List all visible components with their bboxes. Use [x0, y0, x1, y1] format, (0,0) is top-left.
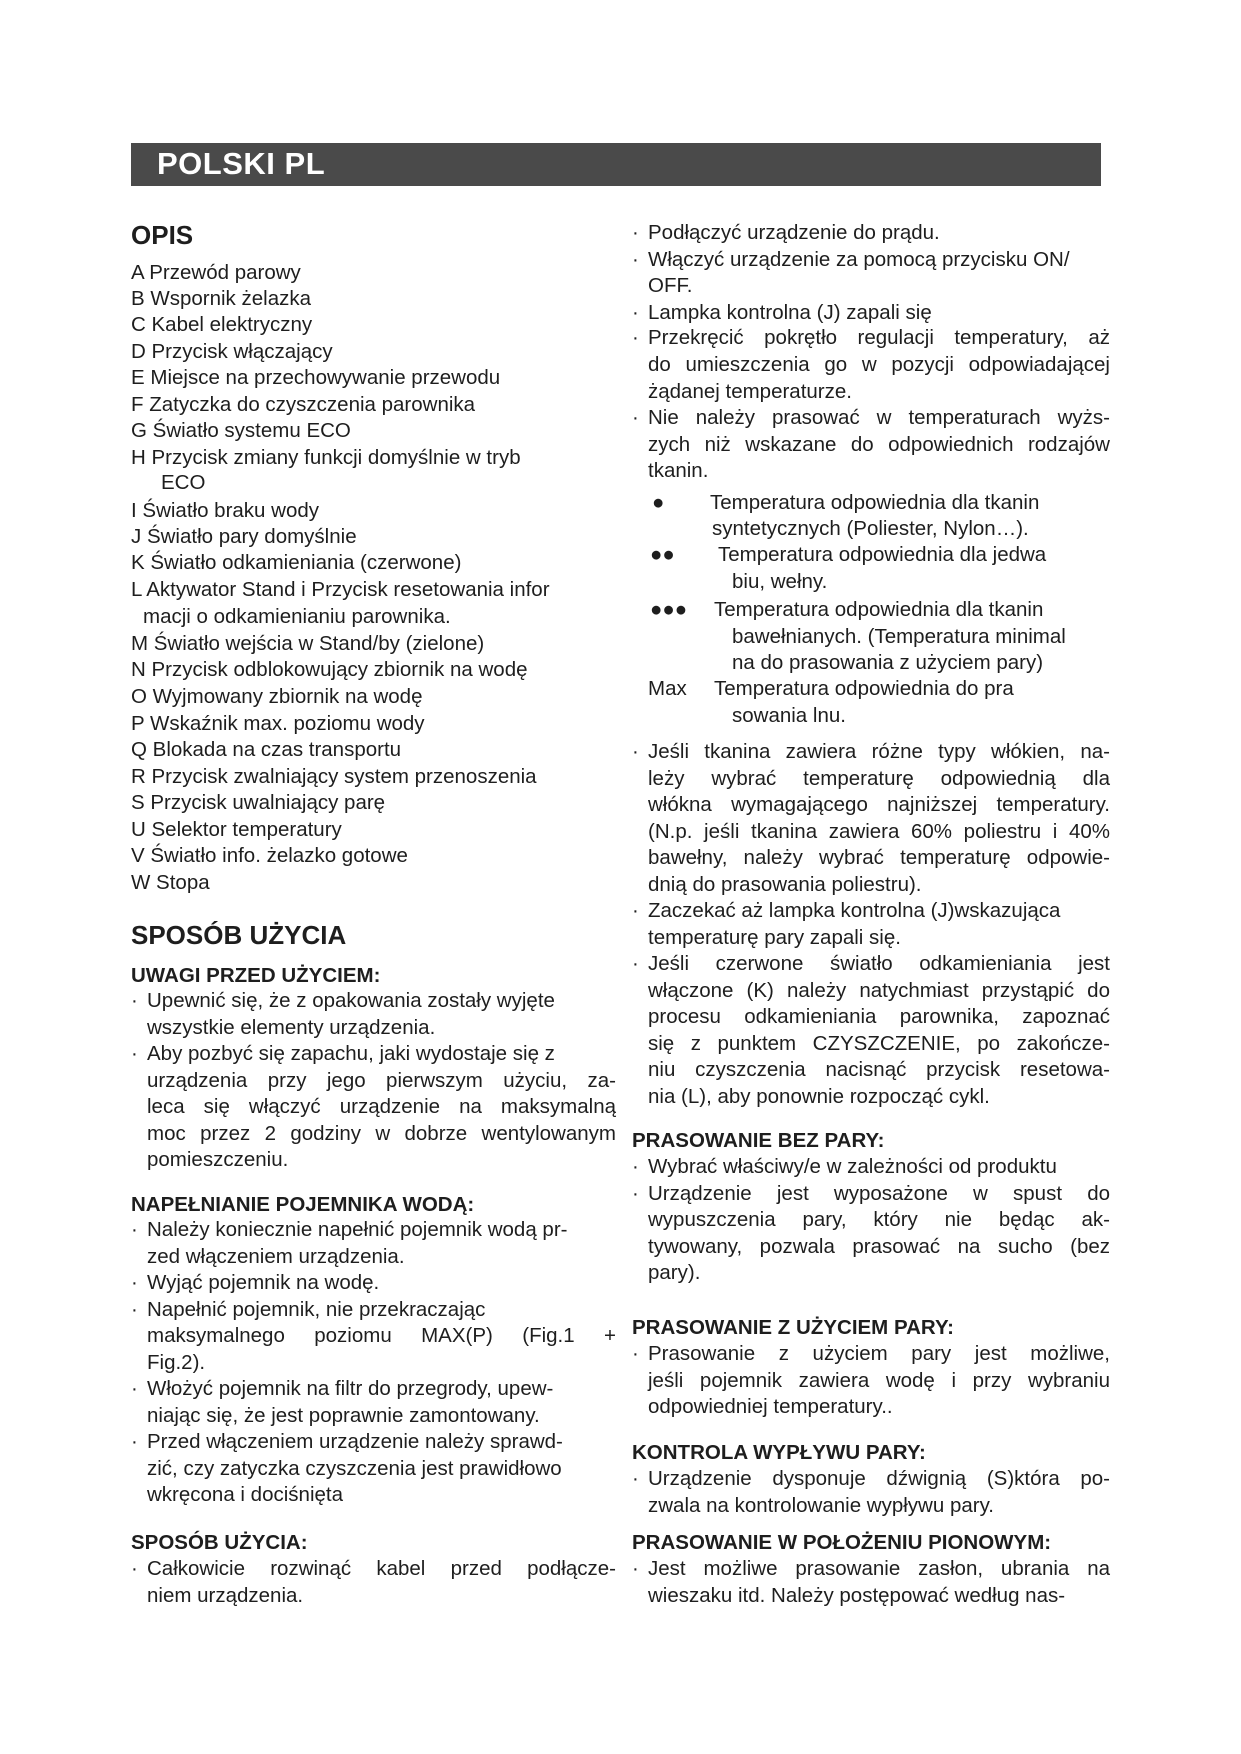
text-line: żądanej temperaturze. [648, 380, 852, 403]
temp-desc: syntetycznych (Poliester, Nylon…). [712, 517, 1029, 540]
text-line: bawełny, należy wybrać temperaturę odpowie- [648, 846, 1110, 869]
text-line: dnią do prasowania poliestru). [648, 872, 922, 896]
temp-max-label: Max [648, 677, 687, 700]
text-line: niem urządzenia. [147, 1583, 304, 1607]
bullet-icon: · [131, 1377, 138, 1400]
bez-pary-heading: PRASOWANIE BEZ PARY: [632, 1129, 885, 1152]
temp-desc: Temperatura odpowiednia dla tkanin [710, 491, 1040, 514]
pionowo-heading: PRASOWANIE W POŁOŻENIU PIONOWYM: [632, 1531, 1052, 1554]
bullet-icon: · [632, 248, 639, 271]
pionowo-text [632, 1556, 1110, 1609]
list-item: H Przycisk zmiany funkcji domyślnie w tryb [131, 446, 521, 469]
text-line: · Wybrać właściwy/e w zależności od produktu [632, 1154, 1110, 1181]
right-text-top [632, 220, 1110, 484]
text-line: jeśli pojemnik zawiera wodę i przy wybraniu [648, 1368, 1110, 1392]
text-line: · Całkowicie rozwinąć kabel przed podłącze- [131, 1556, 616, 1583]
text-line: · Urządzenie jest wyposażone w spust do [632, 1181, 1110, 1208]
bullet-icon: · [632, 1557, 639, 1580]
uwagi-text [131, 988, 616, 1174]
text-line: maksymalnego poziomu MAX(P) (Fig.1 + [147, 1324, 616, 1347]
text-line: wieszaku itd. Należy postępować według nas- [648, 1583, 1066, 1607]
text-line: · Wyjąć pojemnik na wodę. [131, 1270, 616, 1297]
text-line: · Jeśli tkanina zawiera różne typy włókien, na- [632, 739, 1110, 766]
bullet-icon: · [632, 301, 639, 324]
list-item: A Przewód parowy [131, 261, 301, 284]
text-line: niu czyszczenia nacisnąć przycisk resetowa- [648, 1058, 1110, 1081]
text-line: · Napełnić pojemnik, nie przekraczając [131, 1297, 616, 1324]
bez-pary-text [632, 1154, 1110, 1287]
text-line: leży wybrać temperaturę odpowiednią dla [648, 766, 1110, 790]
list-item: F Zatyczka do czyszczenia parownika [131, 393, 476, 416]
bullet-icon: · [131, 989, 138, 1012]
text-line: · Urządzenie dysponuje dźwignią (S)która po- [632, 1466, 1110, 1493]
text-line: do umieszczenia go w pozycji odpowiadającej [648, 353, 1110, 376]
language-header-title: POLSKI PL [157, 146, 326, 181]
list-item: N Przycisk odblokowujący zbiornik na wodę [131, 658, 528, 681]
z-para-text [632, 1341, 1110, 1421]
napelnianie-text [131, 1217, 616, 1509]
z-para-heading: PRASOWANIE Z UŻYCIEM PARY: [632, 1316, 954, 1339]
text-line: · Jeśli czerwone światło odkamieniania jest [632, 951, 1110, 978]
list-item: S Przycisk uwalniający parę [131, 791, 386, 814]
bullet-icon: · [131, 1218, 138, 1241]
text-line: · Przekręcić pokrętło regulacji temperatury, aż [632, 325, 1110, 352]
list-item: ECO [161, 471, 206, 494]
list-item: B Wspornik żelazka [131, 287, 312, 310]
text-line: Fig.2). [147, 1350, 206, 1374]
text-line: · Włączyć urządzenie za pomocą przycisku ON/ [632, 247, 1110, 273]
kontrola-heading: KONTROLA WYPŁYWU PARY: [632, 1441, 926, 1464]
text-line: pomieszczeniu. [147, 1148, 289, 1171]
text-line: · Nie należy prasować w temperaturach wyżs- [632, 405, 1110, 432]
opis-list [131, 260, 616, 896]
temp-desc: bawełnianych. (Temperatura minimal [732, 625, 1066, 648]
bullet-icon: · [131, 1297, 138, 1321]
list-item: K Światło odkamieniania (czerwone) [131, 551, 462, 574]
bullet-icon: · [632, 1155, 639, 1178]
text-line: · Aby pozbyć się zapachu, jaki wydostaje się z [131, 1041, 616, 1068]
list-item: O Wyjmowany zbiornik na wodę [131, 685, 423, 708]
text-line: wypuszczenia pary, który nie będąc ak- [648, 1208, 1110, 1231]
text-line: procesu odkamieniania parownika, zapoznać [648, 1005, 1110, 1028]
sposob-heading: SPOSÓB UŻYCIA [131, 920, 347, 950]
list-item: E Miejsce na przechowywanie przewodu [131, 366, 501, 389]
list-item: M Światło wejścia w Stand/by (zielone) [131, 632, 485, 655]
temp-desc: Temperatura odpowiednia dla tkanin [714, 598, 1044, 621]
list-item: J Światło pary domyślnie [131, 525, 357, 548]
temp-dot-1-icon: ● [652, 491, 665, 514]
text-line: zed włączeniem urządzenia. [147, 1244, 405, 1268]
bullet-icon: · [632, 740, 639, 763]
text-line: wszystkie elementy urządzenia. [147, 1015, 436, 1039]
bullet-icon: · [131, 1271, 138, 1294]
text-line: urządzenia przy jego pierwszym użyciu, za- [147, 1068, 616, 1092]
text-line: · Jest możliwe prasowanie zasłon, ubrania na [632, 1556, 1110, 1583]
text-line: temperaturę pary zapali się. [648, 925, 901, 949]
text-line: · Zaczekać aż lampka kontrolna (J)wskazująca [632, 898, 1110, 925]
text-line: · Należy koniecznie napełnić pojemnik wodą pr- [131, 1217, 616, 1244]
text-line: · Przed włączeniem urządzenie należy sprawd- [131, 1429, 616, 1456]
list-item: L Aktywator Stand i Przycisk resetowania infor [131, 578, 550, 601]
text-line: (N.p. jeśli tkanina zawiera 60% poliestru i 40% [648, 819, 1110, 843]
text-line: nia (L), aby ponownie rozpocząć cykl. [648, 1084, 990, 1108]
bullet-icon: · [131, 1042, 138, 1065]
temp-dot-2-icon: ●● [650, 543, 675, 566]
list-item: V Światło info. żelazko gotowe [131, 844, 408, 867]
bullet-icon: · [632, 221, 639, 244]
language-header-bar [131, 143, 1101, 186]
list-item: D Przycisk włączający [131, 340, 333, 363]
temperature-list [632, 490, 1110, 735]
temp-desc: sowania lnu. [732, 704, 846, 727]
text-line: OFF. [648, 274, 693, 297]
bullet-icon: · [632, 1467, 639, 1490]
napelnianie-heading: NAPEŁNIANIE POJEMNIKA WODĄ: [131, 1193, 475, 1216]
bullet-icon: · [131, 1430, 138, 1453]
list-item: P Wskaźnik max. poziomu wody [131, 712, 425, 735]
uwagi-heading: UWAGI PRZED UŻYCIEM: [131, 964, 381, 987]
list-item: I Światło braku wody [131, 499, 320, 522]
temp-dot-3-icon: ●●● [650, 598, 688, 621]
temp-desc: Temperatura odpowiednia do pra [714, 677, 1014, 700]
text-line: · Lampka kontrolna (J) zapali się [632, 300, 1110, 325]
list-item: R Przycisk zwalniający system przenoszenia [131, 765, 537, 788]
list-item: C Kabel elektryczny [131, 313, 313, 336]
sposob2-text [131, 1556, 616, 1609]
temp-desc: Temperatura odpowiednia dla jedwa [718, 543, 1047, 566]
text-line: zić, czy zatyczka czyszczenia jest prawidłowo [147, 1456, 562, 1480]
text-line: się z punktem CZYSZCZENIE, po zakończe- [648, 1031, 1110, 1055]
right-text-middle [632, 739, 1110, 1110]
bullet-icon: · [632, 899, 639, 922]
list-item: W Stopa [131, 871, 210, 894]
text-line: · Włożyć pojemnik na filtr do przegrody, upew- [131, 1376, 616, 1403]
sposob2-heading: SPOSÓB UŻYCIA: [131, 1531, 308, 1554]
text-line: · Prasowanie z użyciem pary jest możliwe, [632, 1341, 1110, 1368]
temp-desc: na do prasowania z użyciem pary) [732, 651, 1044, 674]
list-item: macji o odkamienianiu parownika. [143, 605, 451, 628]
text-line: włókna wymagającego najniższej temperatury. [648, 793, 1110, 816]
list-item: Q Blokada na czas transportu [131, 738, 402, 761]
bullet-icon: · [131, 1557, 138, 1580]
text-line: wkręcona i dociśnięta [147, 1483, 343, 1506]
list-item: G Światło systemu ECO [131, 419, 351, 442]
bullet-icon: · [632, 1342, 639, 1365]
bullet-icon: · [632, 326, 639, 349]
text-line: leca się włączyć urządzenie na maksymalną [147, 1095, 616, 1118]
text-line: · Upewnić się, że z opakowania zostały wyjęte [131, 988, 616, 1015]
text-line: włączone (K) należy natychmiast przystąpić do [648, 978, 1110, 1002]
text-line: zych niż wskazane do odpowiednich rodzajów [648, 433, 1110, 456]
text-line: tywowany, pozwala prasować na sucho (bez [648, 1234, 1110, 1258]
text-line: niając się, że jest poprawnie zamontowany. [147, 1403, 540, 1427]
text-line: pary). [648, 1261, 701, 1284]
list-item: U Selektor temperatury [131, 818, 342, 841]
text-line: odpowiedniej temperatury.. [648, 1395, 893, 1418]
text-line: · Podłączyć urządzenie do prądu. [632, 220, 1110, 247]
text-line: zwala na kontrolowanie wypływu pary. [648, 1493, 995, 1517]
bullet-icon: · [632, 952, 639, 975]
text-line: moc przez 2 godziny w dobrze wentylowanym [147, 1121, 616, 1145]
bullet-icon: · [632, 406, 639, 429]
bullet-icon: · [632, 1181, 639, 1205]
kontrola-text [632, 1466, 1110, 1519]
opis-heading: OPIS [131, 220, 194, 250]
text-line: tkanin. [648, 459, 709, 482]
temp-desc: biu, wełny. [732, 570, 828, 593]
